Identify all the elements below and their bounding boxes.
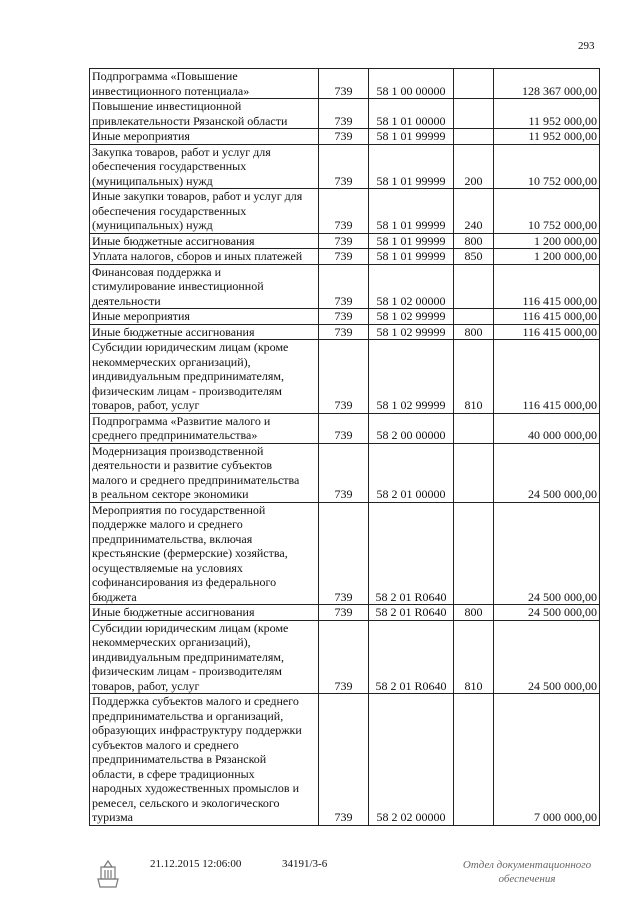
cell-sum: 116 415 000,00 [494, 309, 600, 325]
cell-csr: 58 1 01 99999 [369, 233, 454, 249]
emblem-icon [92, 858, 124, 890]
cell-vr: 800 [454, 605, 494, 621]
table-row [90, 144, 600, 189]
cell-sum: 24 500 000,00 [494, 620, 600, 694]
cell-vr: 810 [454, 620, 494, 694]
cell-csr: 58 1 02 00000 [369, 264, 454, 309]
cell-name: Поддержка субъектов малого и среднего предпринимательства и организаций, образующих инфраструктуру поддержки субъектов малого и среднего предпринимательства в Рязанской области, в сфере традиционных народных художественных промыслов и ремесел, сельского и экологического туризма [90, 694, 319, 826]
cell-vr: 200 [454, 144, 494, 189]
cell-ved: 739 [319, 620, 369, 694]
table-row [90, 249, 600, 265]
footer-datetime: 21.12.2015 12:06:00 [150, 858, 242, 870]
table-row [90, 309, 600, 325]
cell-ved: 739 [319, 189, 369, 234]
cell-vr [454, 443, 494, 502]
cell-name: Уплата налогов, сборов и иных платежей [90, 249, 319, 265]
cell-name: Повышение инвестиционной привлекательности Рязанской области [90, 99, 319, 129]
cell-sum: 40 000 000,00 [494, 413, 600, 443]
cell-csr: 58 2 01 00000 [369, 443, 454, 502]
cell-vr [454, 69, 494, 99]
cell-csr: 58 1 01 99999 [369, 249, 454, 265]
cell-name: Закупка товаров, работ и услуг для обеспечения государственных (муниципальных) нужд [90, 144, 319, 189]
cell-csr: 58 1 02 99999 [369, 340, 454, 414]
cell-name: Мероприятия по государственной поддержке малого и среднего предпринимательства, включая крестьянские (фермерские) хозяйства, осуществляемые на условиях софинансирования из федерального бюджета [90, 502, 319, 605]
cell-name: Субсидии юридическим лицам (кроме некоммерческих организаций), индивидуальным предпринимателям, физическим лицам - производителям товаров, работ, услуг [90, 340, 319, 414]
cell-vr [454, 264, 494, 309]
cell-name: Подпрограмма «Повышение инвестиционного потенциала» [90, 69, 319, 99]
cell-vr [454, 694, 494, 826]
cell-sum: 128 367 000,00 [494, 69, 600, 99]
cell-ved: 739 [319, 129, 369, 145]
cell-ved: 739 [319, 233, 369, 249]
cell-csr: 58 2 01 R0640 [369, 502, 454, 605]
cell-sum: 116 415 000,00 [494, 324, 600, 340]
footer-doc-code: 34191/3-6 [282, 858, 328, 870]
cell-csr: 58 1 01 99999 [369, 189, 454, 234]
cell-sum: 7 000 000,00 [494, 694, 600, 826]
cell-name: Иные бюджетные ассигнования [90, 605, 319, 621]
cell-name: Иные мероприятия [90, 309, 319, 325]
table-row [90, 129, 600, 145]
cell-ved: 739 [319, 144, 369, 189]
cell-csr: 58 1 02 99999 [369, 309, 454, 325]
table-row [90, 69, 600, 99]
cell-ved: 739 [319, 309, 369, 325]
table-row [90, 443, 600, 502]
table-row [90, 620, 600, 694]
cell-sum: 10 752 000,00 [494, 144, 600, 189]
cell-ved: 739 [319, 69, 369, 99]
cell-sum: 11 952 000,00 [494, 99, 600, 129]
cell-sum: 1 200 000,00 [494, 233, 600, 249]
cell-csr: 58 2 02 00000 [369, 694, 454, 826]
cell-vr [454, 413, 494, 443]
table-row [90, 233, 600, 249]
cell-sum: 1 200 000,00 [494, 249, 600, 265]
cell-vr: 850 [454, 249, 494, 265]
cell-ved: 739 [319, 249, 369, 265]
cell-ved: 739 [319, 324, 369, 340]
cell-name: Финансовая поддержка и стимулирование инвестиционной деятельности [90, 264, 319, 309]
cell-name: Иные мероприятия [90, 129, 319, 145]
cell-name: Подпрограмма «Развитие малого и среднего предпринимательства» [90, 413, 319, 443]
budget-table [89, 68, 600, 826]
cell-name: Иные закупки товаров, работ и услуг для обеспечения государственных (муниципальных) нужд [90, 189, 319, 234]
cell-csr: 58 2 01 R0640 [369, 605, 454, 621]
cell-csr: 58 1 00 00000 [369, 69, 454, 99]
cell-sum: 24 500 000,00 [494, 502, 600, 605]
cell-name: Субсидии юридическим лицам (кроме некоммерческих организаций), индивидуальным предпринимателям, физическим лицам - производителям товаров, работ, услуг [90, 620, 319, 694]
cell-vr [454, 502, 494, 605]
table-row [90, 340, 600, 414]
cell-sum: 11 952 000,00 [494, 129, 600, 145]
cell-ved: 739 [319, 605, 369, 621]
cell-csr: 58 2 00 00000 [369, 413, 454, 443]
table-row [90, 502, 600, 605]
cell-ved: 739 [319, 264, 369, 309]
cell-ved: 739 [319, 340, 369, 414]
table-row [90, 605, 600, 621]
cell-sum: 116 415 000,00 [494, 264, 600, 309]
table-row [90, 324, 600, 340]
cell-vr: 800 [454, 324, 494, 340]
cell-name: Иные бюджетные ассигнования [90, 324, 319, 340]
cell-vr [454, 129, 494, 145]
cell-sum: 10 752 000,00 [494, 189, 600, 234]
cell-vr: 810 [454, 340, 494, 414]
table-row [90, 413, 600, 443]
table-row [90, 99, 600, 129]
cell-ved: 739 [319, 502, 369, 605]
cell-sum: 24 500 000,00 [494, 443, 600, 502]
cell-csr: 58 1 02 99999 [369, 324, 454, 340]
cell-ved: 739 [319, 99, 369, 129]
cell-name: Модернизация производственной деятельности и развитие субъектов малого и среднего предпринимательства в реальном секторе экономики [90, 443, 319, 502]
table-row [90, 264, 600, 309]
cell-name: Иные бюджетные ассигнования [90, 233, 319, 249]
cell-csr: 58 1 01 99999 [369, 129, 454, 145]
table-row [90, 189, 600, 234]
page-number: 293 [578, 40, 595, 52]
cell-sum: 116 415 000,00 [494, 340, 600, 414]
cell-vr [454, 99, 494, 129]
cell-vr: 240 [454, 189, 494, 234]
cell-csr: 58 1 01 99999 [369, 144, 454, 189]
table-row [90, 694, 600, 826]
cell-ved: 739 [319, 443, 369, 502]
cell-ved: 739 [319, 413, 369, 443]
cell-vr: 800 [454, 233, 494, 249]
cell-sum: 24 500 000,00 [494, 605, 600, 621]
cell-vr [454, 309, 494, 325]
cell-csr: 58 1 01 00000 [369, 99, 454, 129]
footer-department-stamp: Отдел документационного обеспечения [462, 859, 592, 885]
cell-csr: 58 2 01 R0640 [369, 620, 454, 694]
cell-ved: 739 [319, 694, 369, 826]
